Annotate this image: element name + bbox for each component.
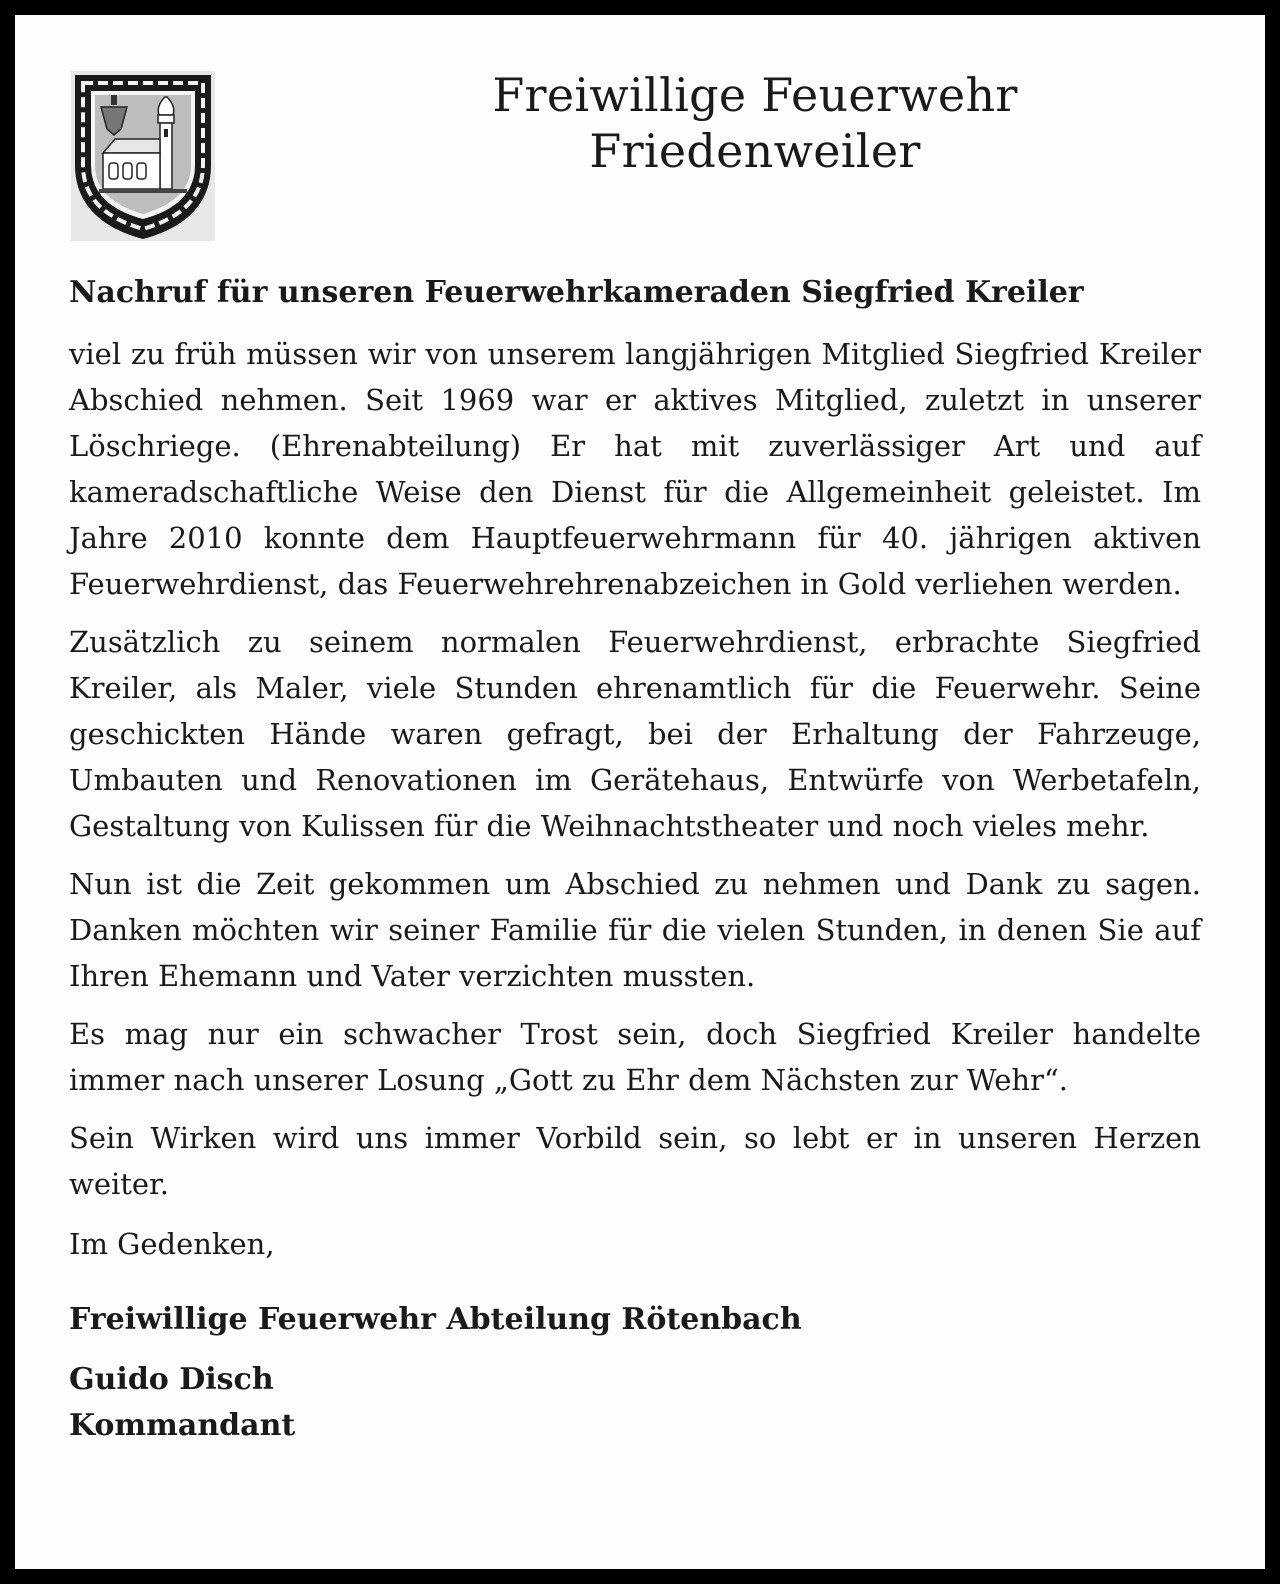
paragraph-5: Sein Wirken wird uns immer Vorbild sein, so lebt er in unseren Herzen weiter. [69,1121,1201,1201]
organization-title [345,67,1165,179]
paragraph-2: Zusätzlich zu seinem normalen Feuerwehrdienst, erbrachte Siegfried Kreiler, als Maler, viele Stunden ehrenamtlich für die Feuerwehr. Seine geschickten Hände waren gefragt, bei der Erhaltung der Fahrzeuge, Umbauten und Renovationen im Gerätehaus, Entwürfe von Werbetafeln, Gestaltung von Kulissen für die Weihnachtstheater und noch vieles mehr. [69,625,1201,843]
title-line-1: Freiwillige Feuerwehr [492,68,1018,122]
closing-line: Im Gedenken, [69,1227,275,1261]
paragraph-3: Nun ist die Zeit gekommen um Abschied zu nehmen und Dank zu sagen. Danken möchten wir seiner Familie für die vielen Stunden, in denen Sie auf Ihren Ehemann und Vater verzichten mussten. [69,867,1201,993]
obituary-headline: Nachruf für unseren Feuerwehrkameraden Siegfried Kreiler [69,275,1084,310]
paragraph-4: Es mag nur ein schwacher Trost sein, doch Siegfried Kreiler handelte immer nach unserer Losung „Gott zu Ehr dem Nächsten zur Wehr“. [69,1017,1201,1097]
signer-title: Kommandant [69,1408,296,1443]
obituary-notice [15,15,1265,1569]
paragraph-1: viel zu früh müssen wir von unserem langjährigen Mitglied Siegfried Kreiler Abschied nehmen. Seit 1969 war er aktives Mitglied, zuletzt in unserer Löschriege. (Ehrenabteilung) Er hat mit zuverlässiger Art und auf kameradschaftliche Weise den Dienst für die Allgemeinheit geleistet. Im Jahre 2010 konnte dem Hauptfeuerwehrmann für 40. jährigen aktiven Feuerwehrdienst, das Feuerwehrehrenabzeichen in Gold verliehen werden. [69,337,1201,601]
title-line-2: Friedenweiler [589,124,921,178]
coat-of-arms-icon [69,69,217,243]
signing-organization: Freiwillige Feuerwehr Abteilung Rötenbach [69,1302,802,1337]
obituary-body [69,273,1201,1449]
signer-name: Guido Disch [69,1362,274,1397]
